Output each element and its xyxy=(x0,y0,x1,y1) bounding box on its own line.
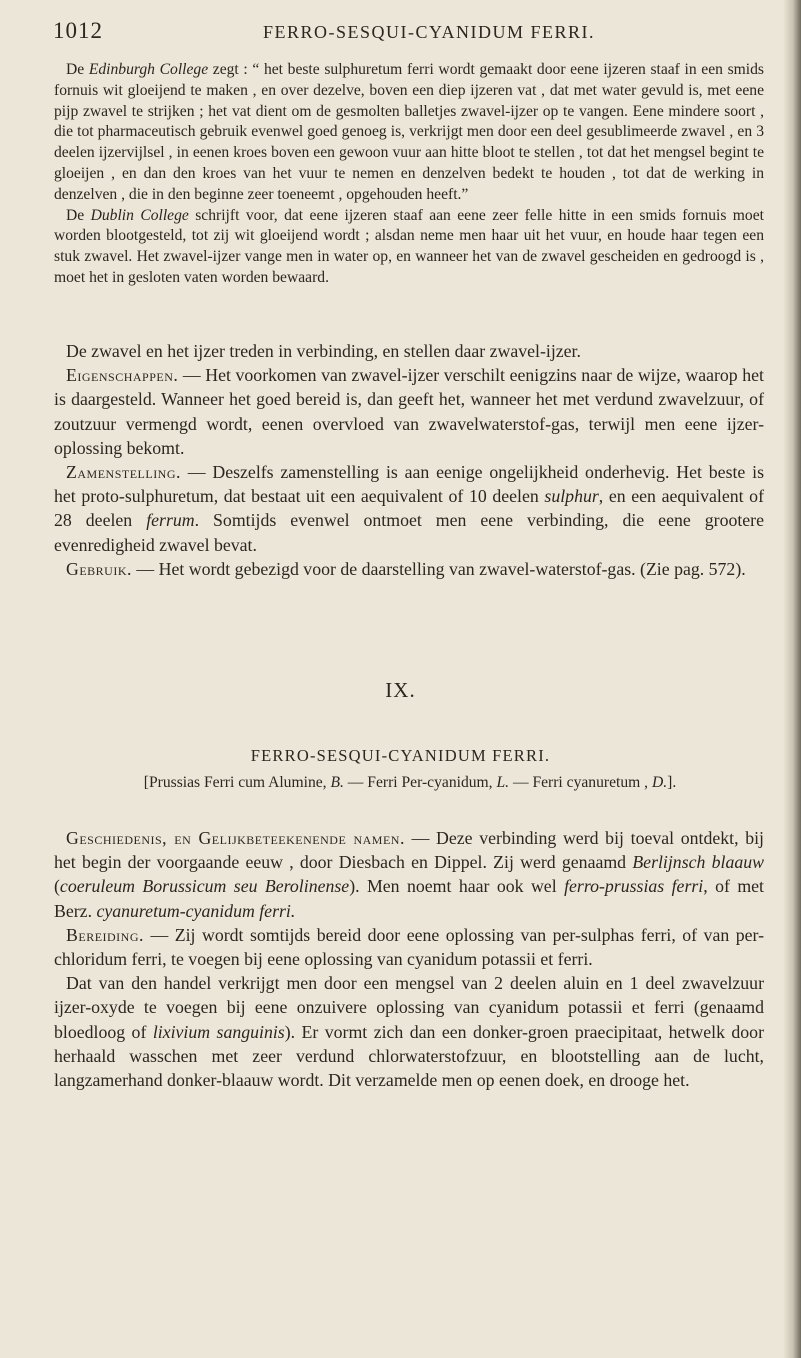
paragraph-gebruik: Gebruik. — Het wordt gebezigd voor de daarstelling van zwavel-waterstof-gas. (Zie pag. 572). xyxy=(66,558,746,579)
label-zamenstelling: Zamenstelling. xyxy=(66,462,181,483)
label-bereiding: Bereiding. xyxy=(66,924,144,945)
label-geschiedenis: Geschiedenis, en Gelijkbeteekenende namen. xyxy=(66,828,405,848)
properties-block xyxy=(54,339,764,581)
paragraph-edinburgh: De Edinburgh College zegt : “ het beste sulphuretum ferri wordt gemaakt door eene ijzeren staaf in een smids fornuis wit gloeijend te maken , en over dezelve, boven een diep ijzeren vat , dat met water gevuld is, met eene pijp zwavel te strijken ; het vat dient om de gesmolten balletjes zwavel-ijzer op te vangen. Eene mindere soort , die tot pharmaceutisch gebruik evenwel goed genoeg is, verkrijgt men door een deel gesublimeerde zwavel , en 3 deelen ijzervijlsel , in eenen kroes boven een gewoon vuur aan hitte bloot te stellen , tot dat het mengsel begint te gloeijen , en dan den kroes van het vuur te nemen en denzelven bedekt te houden , tot dat de werking in denzelven , die in den beginne zeer toeneemt , opgehouden heeft.” xyxy=(54,61,764,203)
section-title: FERRO-SESQUI-CYANIDUM FERRI. xyxy=(250,746,551,765)
paragraph-dublin: De Dublin College schrijft voor, dat eene ijzeren staaf aan eene zeer felle hitte in een smids fornuis moet worden blootgesteld, tot zij wit gloeijend wordt ; alsdan neme men haar uit het vuur, en houde haar tegen een stuk zwavel. Het zwavel-ijzer vange men in water op, en wanneer het van de zwavel gescheiden en gedroogd is , moet het in gesloten vaten worden bewaard. xyxy=(54,206,764,286)
edinburgh-dublin-block xyxy=(54,60,764,289)
paragraph-verbinding: De zwavel en het ijzer treden in verbinding, en stellen daar zwavel-ijzer. xyxy=(66,341,581,361)
page-edge-shadow xyxy=(783,0,801,1358)
emphasis-edinburgh-college: Edinburgh College xyxy=(88,61,209,78)
label-gebruik: Gebruik. xyxy=(66,558,132,579)
label-eigenschappen: Eigenschappen. xyxy=(66,365,179,386)
paragraph-eigenschappen: Eigenschappen. — Het voorkomen van zwavel-ijzer verschilt eenigzins naar de wijze, waarop het is daargesteld. Wanneer het goed bereid is, dan geeft het, wanneer het met verdund zwavelzuur, of zoutzuur vermengd wordt, eenen overvloed van zwavelwaterstof-gas, terwijl men eene ijzer-oplossing bekomt. xyxy=(54,365,764,458)
synonyms-line: [Prussias Ferri cum Alumine, B. — Ferri Per-cyanidum, L. — Ferri cyanuretum , D.]. xyxy=(143,774,677,791)
page-header xyxy=(53,18,753,48)
paragraph-bereiding: Bereiding. — Zij wordt somtijds bereid door eene oplossing van per-sulphas ferri, of van per-chloridum ferri, te voegen bij eene oplossing van cyanidum potassii et ferri. xyxy=(54,924,764,970)
paragraph-geschiedenis: Geschiedenis, en Gelijkbeteekenende namen. — Deze verbinding werd bij toeval ontdekt, bij het begin der voorgaande eeuw , door Diesbach en Dippel. Zij werd genaamd Berlijnsch blaauw (coeruleum Borussicum seu Berolinense). Men noemt haar ook wel ferro-prussias ferri, of met Berz. cyanuretum-cyanidum ferri. xyxy=(54,828,764,921)
paragraph-handel: Dat van den handel verkrijgt men door een mengsel van 2 deelen aluin en 1 deel zwavelzuur ijzer-oxyde te voegen bij eene onzuivere oplossing van cyanidum potassii et ferri (genaamd bloedloog of lixivium sanguinis). Er vormt zich dan een donker-groen praecipitaat, hetwelk door herhaald wasschen met zeer verdund chlorwaterstofzuur, en blootstelling aan de lucht, langzamerhand donker-blaauw wordt. Dit verzamelde men op eenen doek, en drooge het. xyxy=(54,973,764,1091)
emphasis-dublin-college: Dublin College xyxy=(90,206,189,224)
history-preparation-block xyxy=(54,826,764,1092)
running-title: FERRO-SESQUI-CYANIDUM FERRI. xyxy=(263,22,596,42)
page-number: 1012 xyxy=(53,18,103,43)
section-number: IX. xyxy=(385,678,416,702)
paragraph-zamenstelling: Zamenstelling. — Deszelfs zamenstelling is aan eenige ongelijkheid onderhevig. Het beste is het proto-sulphuretum, dat bestaat uit een aequivalent of 10 deelen sulphur, en een aequivalent of 28 deelen ferrum. Somtijds evenwel ontmoet men eene verbinding, die eene grootere evenredigheid zwavel bevat. xyxy=(54,462,764,555)
